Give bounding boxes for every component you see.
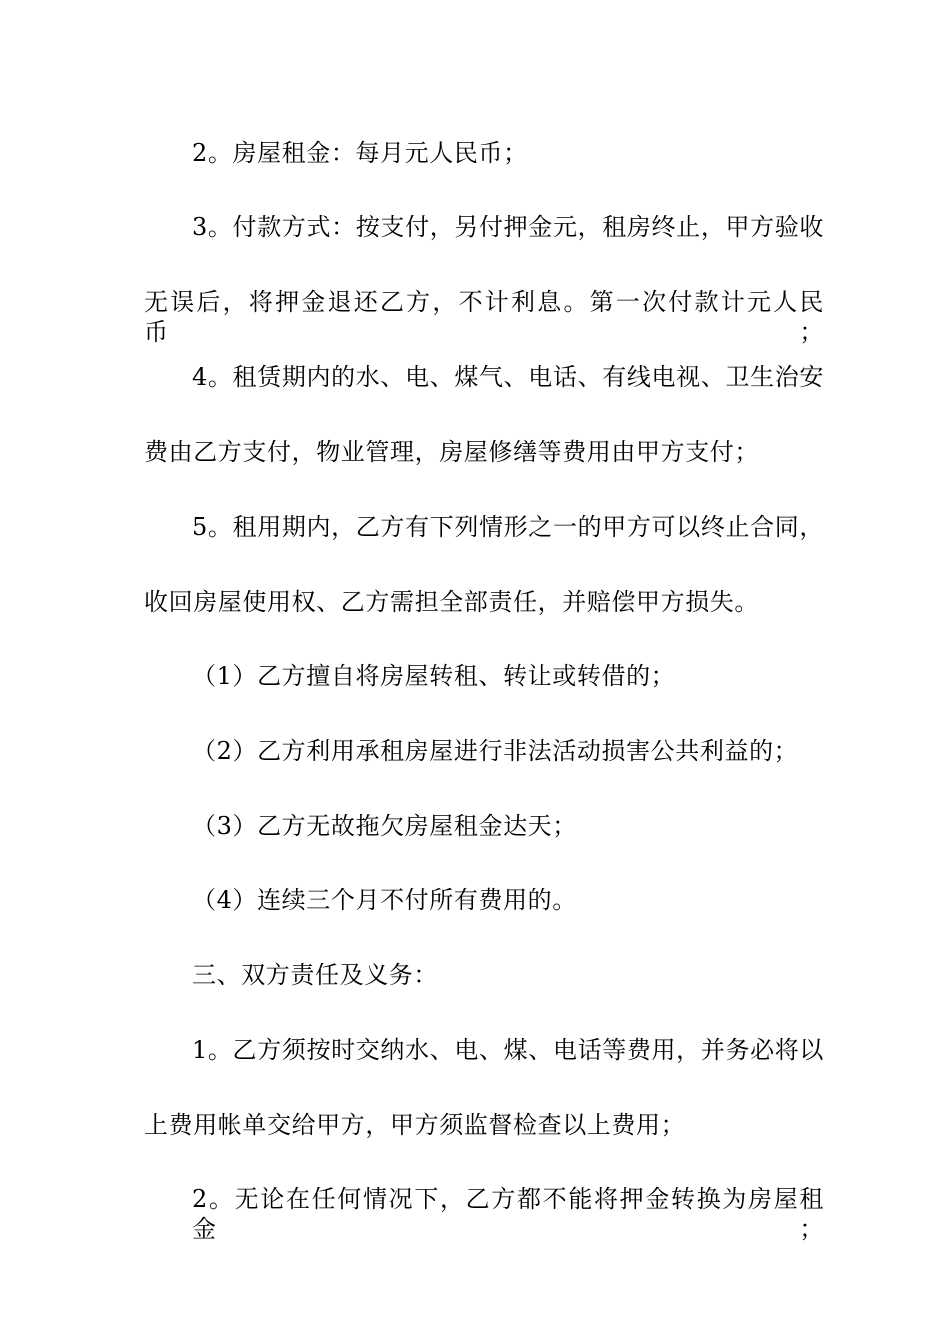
clause-3-payment-line-2: 无误后，将押金退还乙方，不计利息。第一次付款计元人民币； [144,288,824,346]
section-3-heading: 三、双方责任及义务： [192,961,438,989]
duty-2-line-1: 2。无论在任何情况下，乙方都不能将押金转换为房屋租金； [192,1185,824,1243]
clause-5-termination-line-1: 5。租用期内，乙方有下列情形之一的甲方可以终止合同， [192,513,824,541]
clause-3-payment-line-1: 3。付款方式：按支付，另付押金元，租房终止，甲方验收 [192,213,824,241]
duty-1-line-2: 上费用帐单交给甲方，甲方须监督检查以上费用； [144,1111,686,1139]
clause-4-utilities-line-2: 费由乙方支付，物业管理，房屋修缮等费用由甲方支付； [144,438,759,466]
termination-item-2: （2）乙方利用承租房屋进行非法活动损害公共利益的； [192,737,799,765]
termination-item-4: （4）连续三个月不付所有费用的。 [192,886,577,914]
duty-1-line-1: 1。乙方须按时交纳水、电、煤、电话等费用，并务必将以 [192,1036,824,1064]
clause-5-termination-line-2: 收回房屋使用权、乙方需担全部责任，并赔偿甲方损失。 [144,588,759,616]
termination-item-1: （1）乙方擅自将房屋转租、转让或转借的； [192,662,676,690]
clause-4-utilities-line-1: 4。租赁期内的水、电、煤气、电话、有线电视、卫生治安 [192,363,824,391]
termination-item-3: （3）乙方无故拖欠房屋租金达天； [192,812,577,840]
clause-2-rent: 2。房屋租金：每月元人民币； [192,139,528,167]
